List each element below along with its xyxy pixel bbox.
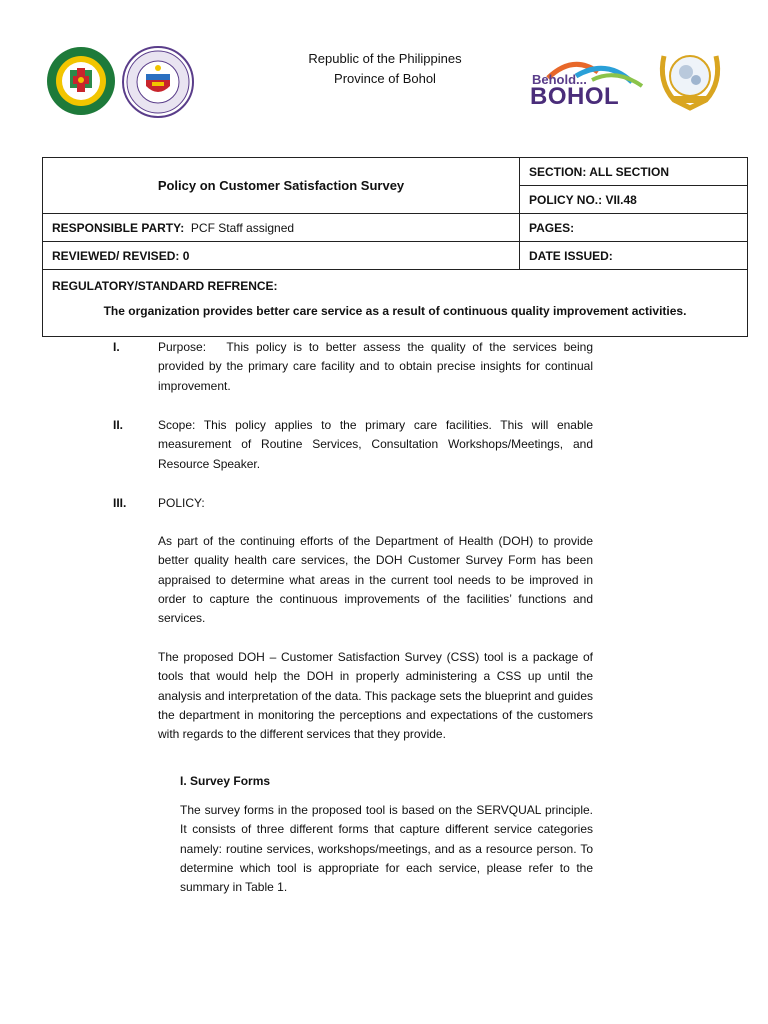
scope-paragraph <box>158 416 593 474</box>
purpose-text: This policy is to better assess the quality of the services being provided by the primary care facility and to obtain precise insights for continual improvement. <box>158 340 593 393</box>
policy-paragraph-2: The proposed DOH – Customer Satisfaction Survey (CSS) tool is a package of tools that would help the DOH in properly administering a CSS up until the analysis and interpretation of the data. This package sets the blueprint and guides the department in monitoring the perceptions and expectations of the customers with regards to the different services that they provide. <box>158 650 593 742</box>
purpose-paragraph <box>158 338 593 396</box>
regulatory-label: REGULATORY/STANDARD REFRENCE: <box>52 279 278 293</box>
gold-emblem-logo <box>654 48 726 112</box>
purpose-label: Purpose: <box>158 340 207 354</box>
republic-line: Republic of the Philippines <box>308 51 462 66</box>
scope-label: Scope: <box>158 418 196 432</box>
purpose-number: I. <box>113 340 120 354</box>
behold-bohol-logo <box>528 56 646 112</box>
scope-text: This policy applies to the primary care facilities. This will enable measurement of Routine Services, Consultation Workshops/Meetings, and Resource Speaker. <box>158 418 593 471</box>
doh-seal-logo <box>46 46 116 116</box>
brand-small-text: Behold... <box>532 72 587 87</box>
survey-forms-heading: I. Survey Forms <box>180 774 271 788</box>
date-issued-cell: DATE ISSUED: <box>520 242 748 270</box>
responsible-value: PCF Staff assigned <box>190 220 295 235</box>
regulatory-cell <box>43 270 748 337</box>
responsible-party-cell <box>43 214 520 242</box>
policy-info-table <box>42 157 748 337</box>
policy-number-cell: POLICY NO.: VII.48 <box>520 186 748 214</box>
regulatory-text: The organization provides better care service as a result of continuous quality improvement activities. <box>103 304 687 318</box>
bohol-seal-logo <box>122 46 194 118</box>
pages-cell: PAGES: <box>520 214 748 242</box>
responsible-label: RESPONSIBLE PARTY: <box>52 220 185 235</box>
policy-number-roman: III. <box>113 496 127 510</box>
policy-heading: POLICY: <box>158 496 205 510</box>
policy-paragraph-1: As part of the continuing efforts of the Department of Health (DOH) to provide better quality health care services, the DOH Customer Survey Form has been appraised to determine what areas in the current tool needs to be improved in order to capture the continuous improvements of the facilities’ functions and services. <box>158 534 593 626</box>
scope-number: II. <box>113 418 124 432</box>
reviewed-cell: REVIEWED/ REVISED: 0 <box>43 242 520 270</box>
brand-big-text: BOHOL <box>530 83 620 110</box>
survey-forms-paragraph: The survey forms in the proposed tool is based on the SERVQUAL principle. It consists of three different forms that capture different service categories namely: routine services, workshops/meetings, and as a resource person. To determine which tool is appropriate for each service, please refer to the summary in Table 1. <box>180 803 593 895</box>
section-cell: SECTION: ALL SECTION <box>520 158 748 186</box>
province-line: Province of Bohol <box>334 71 436 86</box>
policy-title: Policy on Customer Satisfaction Survey <box>43 158 520 214</box>
